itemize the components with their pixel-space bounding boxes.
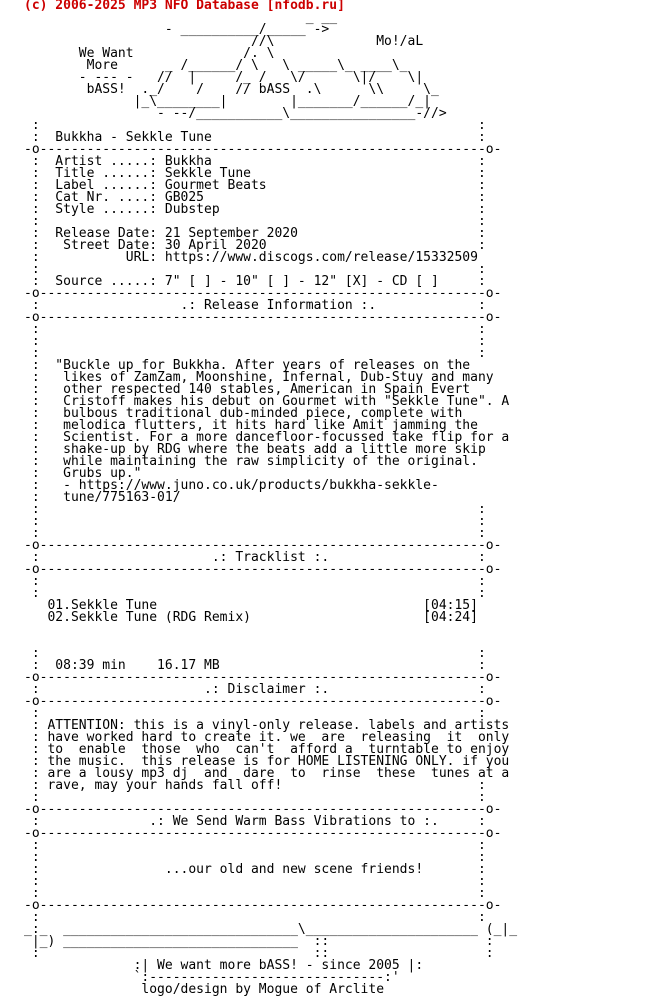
nfo-line: -o---------------------------------------------------------o- <box>24 286 502 301</box>
nfo-line: -o---------------------------------------------------------o- <box>24 310 502 325</box>
nfo-line: : : <box>24 838 486 853</box>
nfo-line: : other respected 140 stables, American in Spain Evert <box>24 382 471 397</box>
nfo-line: : : <box>24 322 486 337</box>
nfo-line: : bulbous traditional dub-minded piece, complete with <box>24 406 463 421</box>
nfo-line: : 08:39 min 16.17 MB : <box>24 658 486 673</box>
nfo-line: bASS! ._/ / // bASS .\ \\ \_ <box>24 82 439 97</box>
nfo-line: We Want /. \ <box>24 46 275 61</box>
nfo-line: `:------------------------------:' <box>24 970 400 985</box>
nfo-line: : : <box>24 118 486 133</box>
nfo-line: : likes of ZamZam, Moonshine, Infernal, Dub-Stuy and many <box>24 370 494 385</box>
nfo-line: : :: : <box>24 946 494 961</box>
nfo-line: : : <box>24 910 486 925</box>
nfo-line: : : <box>24 346 486 361</box>
nfo-line: : : <box>24 850 486 865</box>
nfo-line: : "Buckle up for Bukkha. After years of releases on the <box>24 358 471 373</box>
nfo-line: : .: We Send Warm Bass Vibrations to :. : <box>24 814 486 829</box>
nfo-line: -o---------------------------------------------------------o- <box>24 142 502 157</box>
nfo-line: - __________/_____ -> <box>24 22 330 37</box>
nfo-line: : while maintaining the raw simplicity of the original. <box>24 454 478 469</box>
nfo-line: : Title ......: Sekkle Tune : <box>24 166 486 181</box>
nfo-line: -o---------------------------------------------------------o- <box>24 694 502 709</box>
nfo-line: |_) ______________________________ :: : <box>24 934 494 949</box>
nfo-line: : Release Date: 21 September 2020 : <box>24 226 486 241</box>
nfo-body <box>24 10 517 997</box>
nfo-line: : : <box>24 526 486 541</box>
nfo-line: -o---------------------------------------------------------o- <box>24 898 502 913</box>
nfo-line: : : <box>24 262 486 277</box>
nfo-line: : : <box>24 334 486 349</box>
nfo-line: : : <box>24 514 486 529</box>
nfo-line: : Label ......: Gourmet Beats : <box>24 178 486 193</box>
nfo-line: : melodica flutters, it hits hard like Amit jamming the <box>24 418 478 433</box>
nfo-line: :| We want more bASS! - since 2005 |: <box>24 958 424 973</box>
nfo-line: : : <box>24 586 486 601</box>
nfo-line: - --- - // | /_ / \/ \|/ \| <box>24 70 424 85</box>
nfo-line: : Source .....: 7" [ ] - 10" [ ] - 12" [X] - CD [ ] : <box>24 274 486 289</box>
nfo-line: _:_ ______________________________\______________________ (_|_ <box>24 922 518 937</box>
nfo-line: - --/___________\________________-//> <box>24 106 447 121</box>
nfo-line: : tune/775163-01/ <box>24 490 181 505</box>
nfo-line: : the music. this release is for HOME LISTENING ONLY. if you <box>24 754 510 769</box>
nfo-line: //\ Mo!/aL <box>24 34 424 49</box>
nfo-line: : Grubs up." <box>24 466 142 481</box>
nfo-line: : .: Release Information :. : <box>24 298 486 313</box>
nfo-line: : Street Date: 30 April 2020 : <box>24 238 486 253</box>
nfo-line: : Style ......: Dubstep : <box>24 202 486 217</box>
nfo-line: : - https://www.juno.co.uk/products/bukkha-sekkle- <box>24 478 439 493</box>
nfo-line: : have worked hard to create it. we are releasing it only <box>24 730 510 745</box>
nfo-line: : : <box>24 706 486 721</box>
nfo-line: : : <box>24 502 486 517</box>
nfo-line: : : <box>24 574 486 589</box>
nfo-line: : : <box>24 886 486 901</box>
nfo-line: : Scientist. For a more dancefloor-focussed take flip for a <box>24 430 510 445</box>
nfo-text <box>24 0 517 996</box>
nfo-line: -o---------------------------------------------------------o- <box>24 802 502 817</box>
nfo-line: : to enable those who can't afford a turntable to enjoy <box>24 742 510 757</box>
nfo-line: : Artist .....: Bukkha : <box>24 154 486 169</box>
nfo-line: : .: Tracklist :. : <box>24 550 486 565</box>
nfo-line: : ATTENTION: this is a vinyl-only release. labels and artists <box>24 718 510 733</box>
nfo-line: 01.Sekkle Tune [04:15] <box>24 598 478 613</box>
nfo-line: : ...our old and new scene friends! : <box>24 862 486 877</box>
nfo-line: : Cristoff makes his debut on Gourmet with "Sekkle Tune". A <box>24 394 510 409</box>
site-header-link[interactable]: (c) 2006-2025 MP3 NFO Database [nfodb.ru] <box>24 0 345 13</box>
nfo-line: : : <box>24 790 486 805</box>
nfo-line: -o---------------------------------------------------------o- <box>24 538 502 553</box>
nfo-line: 02.Sekkle Tune (RDG Remix) [04:24] <box>24 610 478 625</box>
nfo-line: : URL: https://www.discogs.com/release/15332509 <box>24 250 478 265</box>
nfo-line: : : <box>24 874 486 889</box>
nfo-line: |_\________| |_______/______/_| <box>24 94 431 109</box>
nfo-line: -o---------------------------------------------------------o- <box>24 562 502 577</box>
nfo-line: : : <box>24 646 486 661</box>
nfo-line: : Cat Nr. ....: GB025 : <box>24 190 486 205</box>
nfo-line: : shake-up by RDG where the beats add a little more skip <box>24 442 486 457</box>
nfo-line: : .: Disclaimer :. : <box>24 682 486 697</box>
nfo-line: : : <box>24 214 486 229</box>
nfo-line: : Bukkha - Sekkle Tune : <box>24 130 486 145</box>
nfo-line: More _ /______/ \ \ _____\_ ____\_ <box>24 58 408 73</box>
nfo-line: : rave, may your hands fall off! : <box>24 778 486 793</box>
nfo-line: _ __ <box>24 10 338 25</box>
nfo-line: -o---------------------------------------------------------o- <box>24 826 502 841</box>
nfo-line: logo/design by Mogue of Arclite <box>24 982 385 997</box>
nfo-line: -o---------------------------------------------------------o- <box>24 670 502 685</box>
nfo-line: : are a lousy mp3 dj and dare to rinse these tunes at a <box>24 766 510 781</box>
